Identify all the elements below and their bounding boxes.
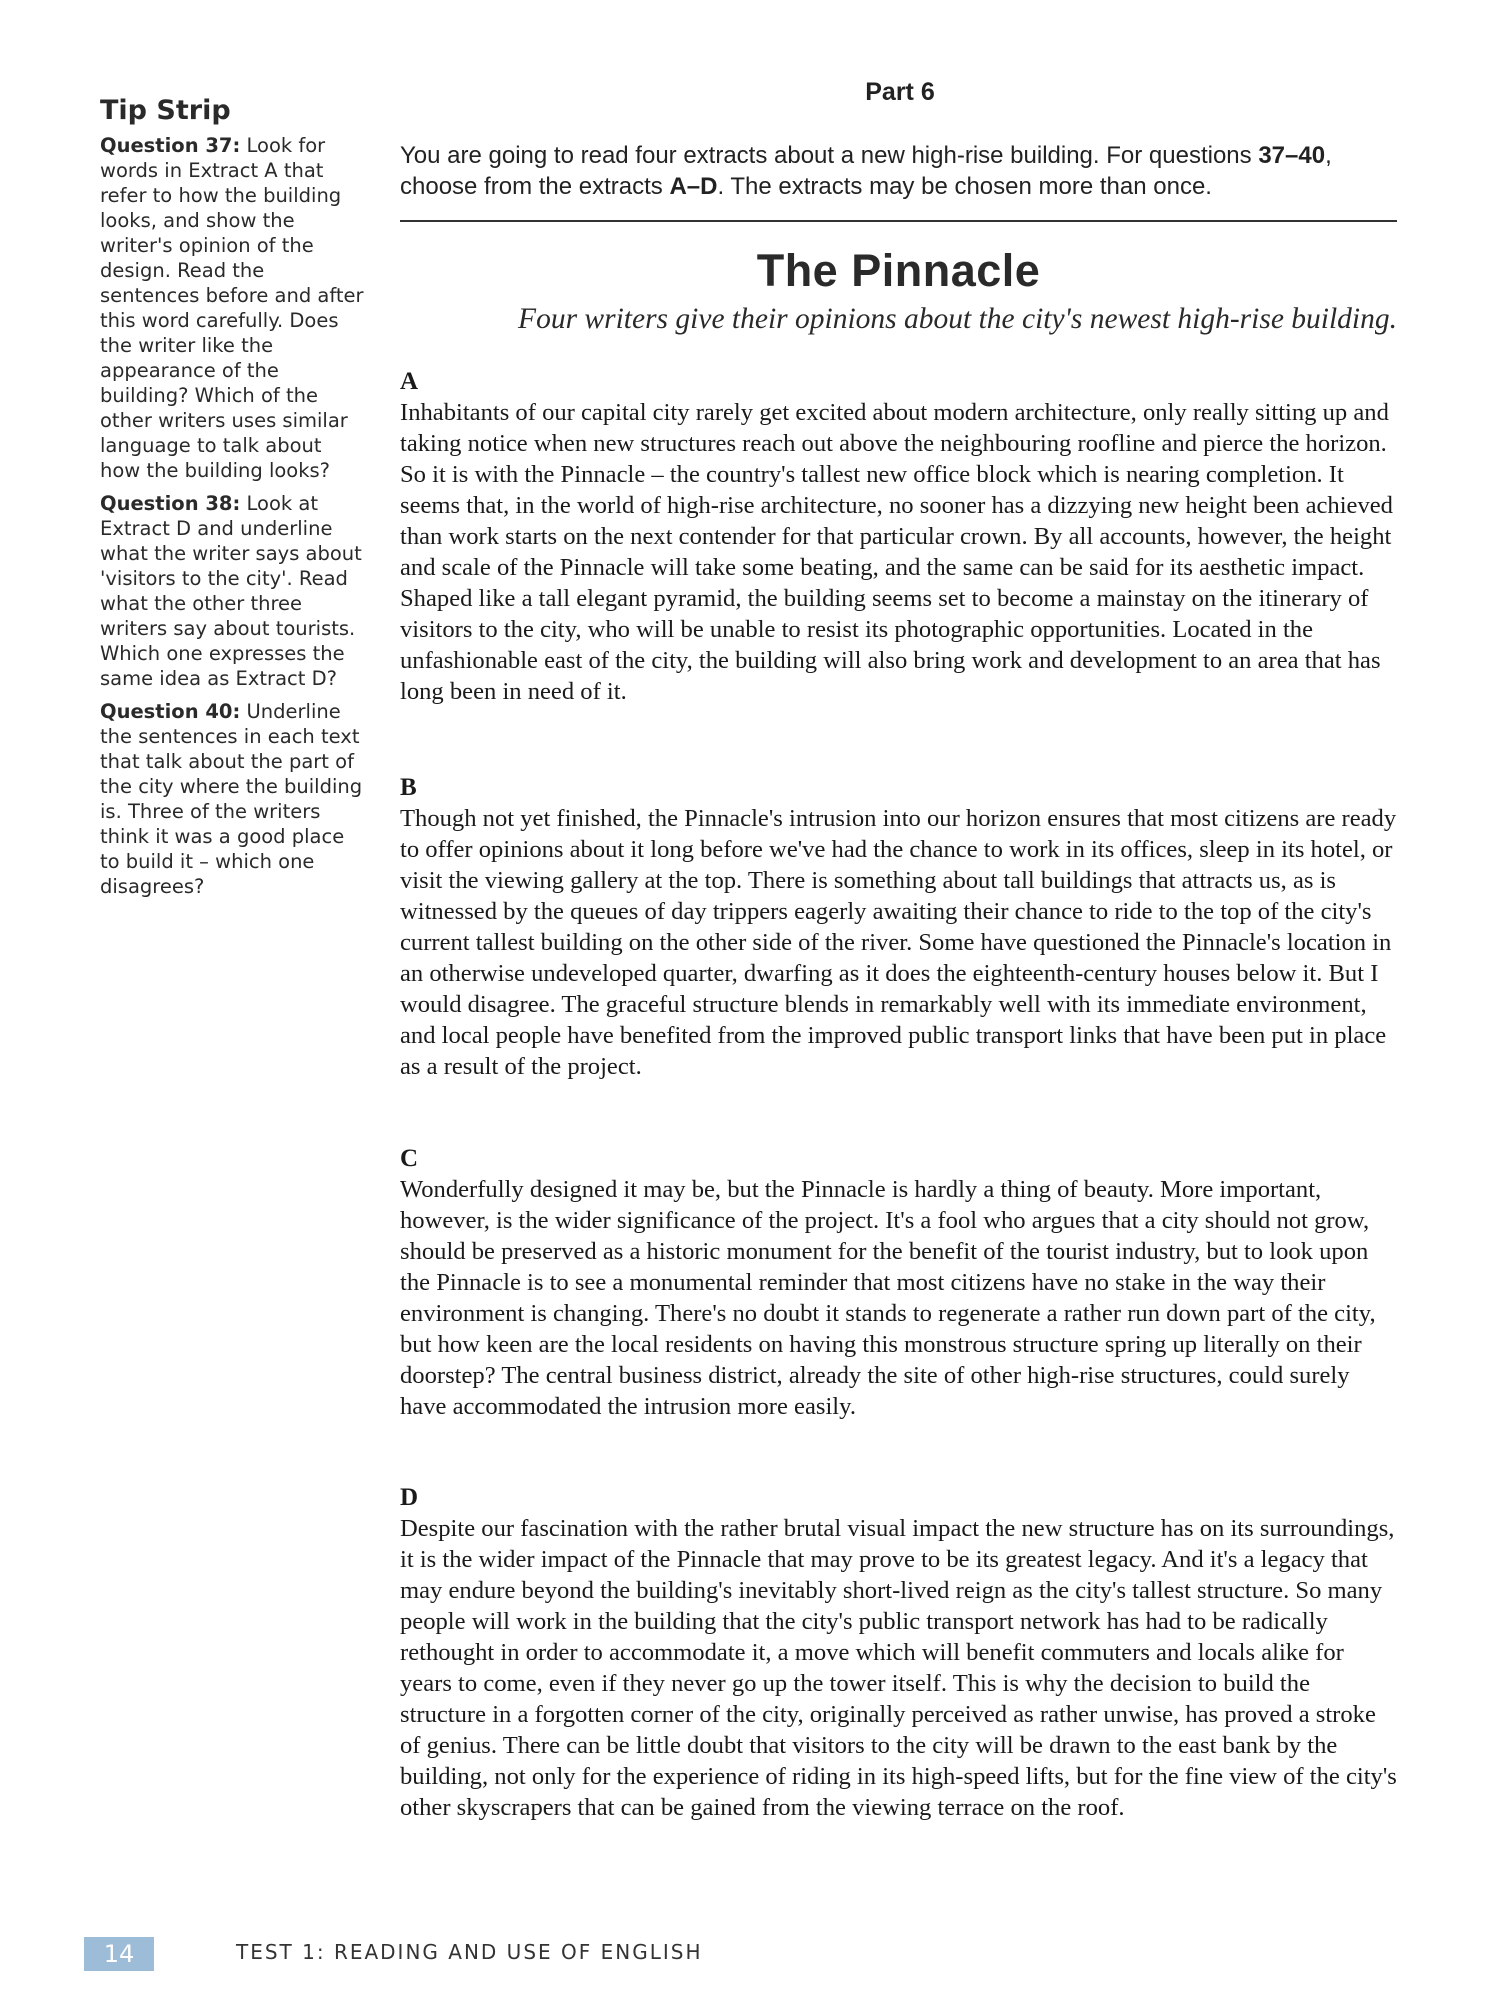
part-label: Part 6 [865,78,935,106]
article-title: The Pinnacle [756,245,1041,296]
tip-question-label: Question 37: [100,134,241,158]
extract-letter: D [400,1484,419,1511]
instructions-text-3: . The extracts may be chosen more than once. [717,173,1212,200]
tip-question-label: Question 40: [100,700,241,724]
tip-question-text: Look at Extract D and underline what the writer says about 'visitors to the city'. Read what the other three writers say about tourists. Which one expresses the same idea as Extract D? [100,492,362,691]
tip-question-text: Look for words in Extract A that refer to how the building looks, and show the writer's opinion of the design. Read the sentences before and after this word carefully. Does the writer like the appearance of the building? Which of the other writers uses similar language to talk about how the building looks? [100,134,364,483]
extract-letter: C [400,1145,419,1172]
tip-question-40 [100,699,365,899]
instructions-text-1: You are going to read four extracts about a new high-rise building. For questions [400,142,1259,169]
extract-text: Wonderfully designed it may be, but the Pinnacle is hardly a thing of beauty. More important, however, is the wider significance of the project. It's a fool who argues that a city should not grow, should be preserved as a historic monument for the benefit of the tourist industry, but to look upon the Pinnacle is to see a monumental reminder that most citizens have no stake in the way their environment is changing. There's no doubt it stands to regenerate a rather run down part of the city, but how keen are the local residents on having this monstrous structure spring up literally on their doorstep? The central business district, already the site of other high-rise structures, could surely have accommodated the intrusion more easily. [400,1176,1376,1420]
tip-strip [100,95,365,907]
article-subtitle: Four writers give their opinions about the city's newest high-rise building. [518,303,1397,335]
extract-d [400,1483,1400,1823]
tip-question-38 [100,491,365,691]
extract-c [400,1144,1400,1422]
extract-b [400,773,1400,1082]
extract-a [400,367,1400,707]
extract-text: Inhabitants of our capital city rarely get excited about modern architecture, only really sitting up and taking notice when new structures reach out above the neighbouring roofline and pierce the horizon. So it is with the Pinnacle – the country's tallest new office block which is nearing completion. It seems that, in the world of high-rise architecture, no sooner has a dizzying new height been achieved than work starts on the next contender for that particular crown. By all accounts, however, the height and scale of the Pinnacle will take some beating, and the same can be said for its aesthetic impact. Shaped like a tall elegant pyramid, the building seems set to become a mainstay on the itinerary of visitors to the city, who will be unable to resist its photographic opportunities. Located in the unfashionable east of the city, the building will also bring work and development to an area that has long been in need of it. [400,399,1393,705]
instructions-text-2: , choose from the extracts [400,142,1332,200]
extract-text: Though not yet finished, the Pinnacle's intrusion into our horizon ensures that most citizens are ready to offer opinions about it long before we've had the chance to work in its offices, sleep in its hotel, or visit the viewing gallery at the top. There is something about tall buildings that attracts us, as is witnessed by the queues of day trippers eagerly awaiting their chance to ride to the top of the city's current tallest building on the other side of the river. Some have questioned the Pinnacle's location in an otherwise undeveloped quarter, dwarfing as it does the eighteenth-century houses below it. But I would disagree. The graceful structure blends in remarkably well with its immediate environment, and local people have benefited from the improved public transport links that have been put in place as a result of the project. [400,805,1397,1080]
divider [400,220,1397,222]
tip-question-label: Question 38: [100,492,241,516]
instructions-extract-range: A–D [669,173,718,200]
extract-text: Despite our fascination with the rather brutal visual impact the new structure has on its surroundings, it is the wider impact of the Pinnacle that may prove to be its greatest legacy. And it's a legacy that may endure beyond the building's inevitably short-lived reign as the city's tallest structure. So many people will work in the building that the city's public transport network has had to be radically rethought in order to accommodate it, a move which will benefit commuters and locals alike for years to come, even if they never go up the tower itself. This is why the decision to build the structure in a forgotten corner of the city, originally perceived as rather unwise, has proved a stroke of genius. There can be little doubt that visitors to the city will be drawn to the east bank by the building, not only for the experience of riding in its high-speed lifts, but for the fine view of the city's other skyscrapers that can be gained from the viewing terrace on the roof. [400,1515,1397,1821]
instructions-question-range: 37–40 [1258,142,1326,169]
tip-strip-title: Tip Strip [100,95,231,126]
tip-question-text: Underline the sentences in each text that talk about the part of the city where the building is. Three of the writers think it was a good place to build it – which one disagrees? [100,700,363,899]
footer-section-title: TEST 1: READING AND USE OF ENGLISH [236,1940,703,1964]
tip-question-37 [100,133,365,483]
extract-letter: B [400,774,417,801]
instructions [400,140,1400,202]
extract-letter: A [400,368,419,395]
page-number: 14 [84,1937,154,1971]
